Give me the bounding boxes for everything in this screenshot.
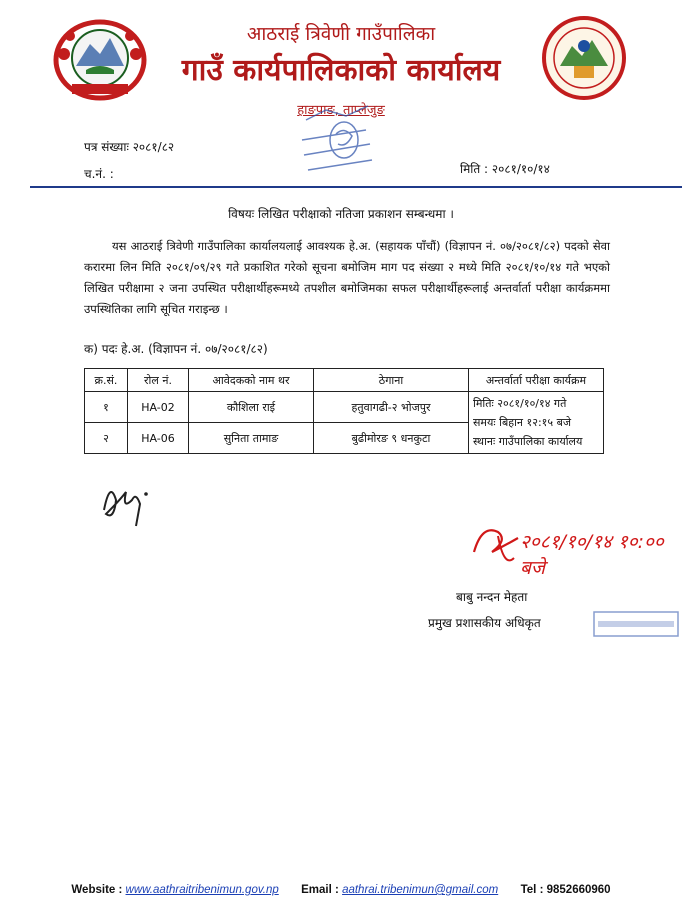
cell-roll: HA-06 <box>128 423 189 454</box>
initial-signature-icon <box>96 470 154 532</box>
cell-name: सुनिता तामाङ <box>189 423 314 454</box>
office-address: हाङपाङ, ताप्लेजुङ <box>297 103 385 118</box>
designation-stamp-icon <box>510 606 682 642</box>
website-link[interactable]: www.aathraitribenimun.gov.np <box>125 884 279 896</box>
subject-line: विषयः लिखित परीक्षाको नतिजा प्रकाशन सम्बन्धमा । <box>228 207 454 221</box>
office-stamp-icon <box>296 100 378 192</box>
cell-address: बुढीमोरङ ९ धनकुटा <box>314 423 469 454</box>
table-header-row <box>85 369 604 392</box>
handwritten-date-time: २०८१/१०/१४ १०:०० बजे <box>520 531 664 579</box>
results-table <box>84 368 604 454</box>
email-link[interactable]: aathrai.tribenimun@gmail.com <box>342 884 499 896</box>
signer-title: प्रमुख प्रशासकीय अधिकृत <box>428 616 541 630</box>
cell-address: हतुवागढी-२ भोजपुर <box>314 392 469 423</box>
schedule-place: स्थानः गाउँपालिका कार्यालय <box>473 435 583 448</box>
letter-number: पत्र संख्याः २०८१/८२ <box>84 140 175 154</box>
schedule-time: समयः बिहान १२:१५ बजे <box>473 416 572 429</box>
cell-schedule <box>469 392 604 454</box>
cell-roll: HA-02 <box>128 392 189 423</box>
cell-sn: २ <box>85 423 128 454</box>
cell-name: कौशिला राई <box>189 392 314 423</box>
tel-value: 9852660960 <box>546 884 611 896</box>
header-sn: क्र.सं. <box>85 369 128 392</box>
header-address: ठेगाना <box>314 369 469 392</box>
signer-name: बाबु नन्दन मेहता <box>456 590 528 604</box>
table-row <box>85 392 604 423</box>
office-title: गाउँ कार्यपालिकाको कार्यालय <box>181 53 501 88</box>
letter-date: मिति : २०८१/१०/१४ <box>460 162 550 176</box>
notice-body: यस आठराई त्रिवेणी गाउँपालिका कार्यालयलाई आवश्यक हे.अ. (सहायक पाँचौं) (विज्ञापन नं. ०७/२०८१/८२) पदको सेवा करारमा लिन मिति २०८१/०९/२९ गते प्रकाशित गरेको सूचना बमोजिम माग पद संख्या २ मध्ये मिति २०८१/१०/१४ गते भएको लिखित परीक्षामा २ जना उपस्थित परीक्षार्थीहरूमध्ये तपशील बमोजिमका सफल परीक्षार्थीहरूलाई अन्तर्वार्ता परीक्षा कार्यक्रममा उपस्थितिका लागि सूचित गराइन्छ । <box>84 239 610 316</box>
tel-label: Tel : <box>520 884 544 896</box>
municipality-logo-icon <box>538 14 630 102</box>
header-name: आवेदकको नाम थर <box>189 369 314 392</box>
header-schedule: अन्तर्वार्ता परीक्षा कार्यक्रम <box>469 369 604 392</box>
schedule-date: मितिः २०८१/१०/१४ गते <box>473 397 567 410</box>
footer-contact <box>0 884 682 896</box>
post-heading: क) पदः हे.अ. (विज्ञापन नं. ०७/२०८१/८२) <box>84 342 268 356</box>
org-name-line1: आठराई त्रिवेणी गाउँपालिका <box>246 23 436 45</box>
header-roll: रोल नं. <box>128 369 189 392</box>
cell-sn: १ <box>85 392 128 423</box>
website-label: Website : <box>71 884 123 896</box>
dispatch-number: च.नं. : <box>84 167 114 181</box>
email-label: Email : <box>301 884 339 896</box>
header-divider <box>30 186 682 188</box>
